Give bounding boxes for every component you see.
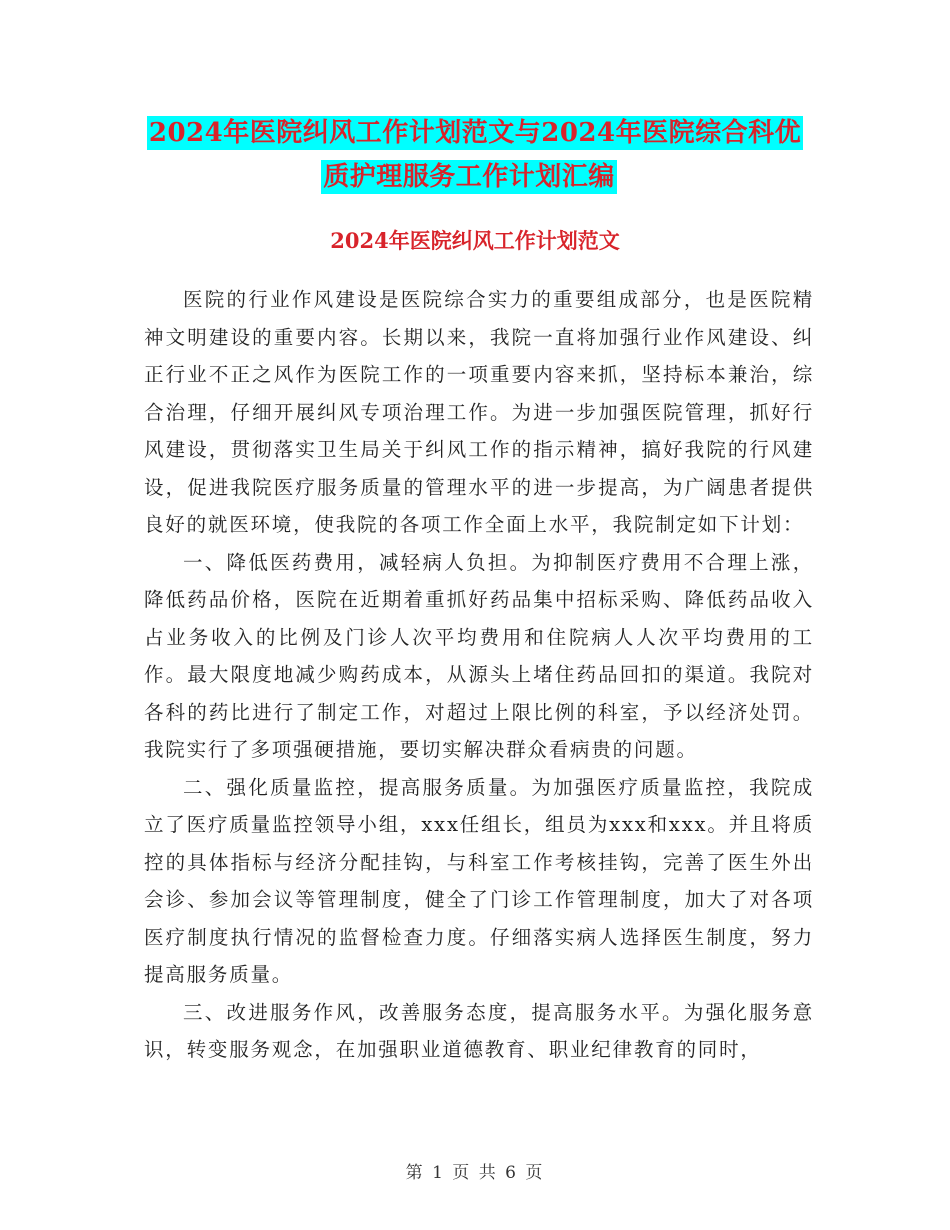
paragraph-item-1: 一、降低医药费用，减轻病人负担。为抑制医疗费用不合理上涨，降低药品价格，医院在近期着重抓好药品集中招标采购、降低药品收入占业务收入的比例及门诊人次平均费用和住院病人人次平均费用的工作。最大限度地减少购药成本，从源头上堵住药品回扣的渠道。我院对各科的药比进行了制定工作，对超过上限比例的科室，予以经济处罚。我院实行了多项强硬措施，要切实解决群众看病贵的问题。 (144, 550, 814, 761)
document-title-line-1 (0, 112, 950, 149)
page-footer: 第 1 页 共 6 页 (405, 1163, 545, 1183)
title-highlight-1: 2024年医院纠风工作计划范文与2024年医院综合科优 (148, 118, 802, 148)
document-body (144, 281, 814, 1069)
paragraph-item-2: 二、强化质量监控，提高服务质量。为加强医疗质量监控，我院成立了医疗质量监控领导小组，xxx任组长，组员为xxx和xxx。并且将质控的具体指标与经济分配挂钩，与科室工作考核挂钩，完善了医生外出会诊、参加会议等管理制度，健全了门诊工作管理制度，加大了对各项医疗制度执行情况的监督检查力度。仔细落实病人选择医生制度，努力提高服务质量。 (144, 775, 814, 986)
section-title: 2024年医院纠风工作计划范文 (330, 228, 620, 253)
paragraph-item-3: 三、改进服务作风，改善服务态度，提高服务水平。为强化服务意识，转变服务观念，在加强职业道德教育、职业纪律教育的同时， (144, 1000, 814, 1061)
document-title-line-2 (0, 156, 944, 193)
paragraph-intro: 医院的行业作风建设是医院综合实力的重要组成部分，也是医院精神文明建设的重要内容。长期以来，我院一直将加强行业作风建设、纠正行业不正之风作为医院工作的一项重要内容来抓，坚持标本兼治，综合治理，仔细开展纠风专项治理工作。为进一步加强医院管理，抓好行风建设，贯彻落实卫生局关于纠风工作的指示精神，搞好我院的行风建设，促进我院医疗服务质量的管理水平的进一步提高，为广阔患者提供良好的就医环境，使我院的各项工作全面上水平，我院制定如下计划： (144, 288, 814, 536)
title-highlight-2: 质护理服务工作计划汇编 (323, 162, 615, 192)
